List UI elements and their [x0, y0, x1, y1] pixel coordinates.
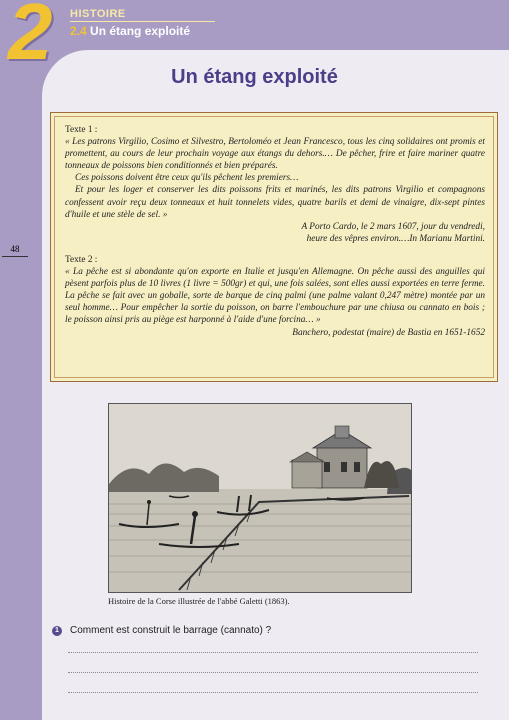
figure-caption: Histoire de la Corse illustrée de l'abbé Galetti (1863).	[108, 596, 290, 606]
page-title: Un étang exploité	[171, 66, 338, 88]
page-number-divider	[2, 256, 28, 257]
section-number: 2.4	[70, 24, 87, 38]
text-1-signature: A Porto Cardo, le 2 mars 1607, jour du vendredi,	[301, 221, 485, 232]
answer-line[interactable]	[68, 692, 478, 693]
text-2-paragraph: « La pêche est si abondante qu'on exporte en Italie et jusqu'en Allemagne. On pêche aussi des anguilles qui pèsent parfois plus de 10 livres (1 livre = 500gr) et qui, une fois salées, sont elles aussi exportées en terre ferme. La pêche se fait avec un goballe, sorte de barque de cinq palmi (une palme valant 0,247 mètre) montée par un seul homme… Pour empêcher la sortie du poisson, on barre l'embouchure par une chiusa ou cannato en bois ; le poisson ainsi pris au piège est harponné à l'aide d'une forcina… »	[65, 267, 485, 326]
text-1-label: Texte 1 :	[65, 125, 98, 135]
source-text-box	[50, 112, 498, 382]
answer-line[interactable]	[68, 652, 478, 653]
header-rubric: HISTOIRE	[70, 8, 126, 20]
text-1-paragraph: « Les patrons Virgilio, Cosimo et Silvestro, Bertoloméo et Jean Francesco, tous les cinq solidaires ont promis et promettent, au cours de leur prochain voyage aux étangs du dehors.… De pêcher, frire et faire mariner quatre tonneaux de poissons bien conditionnés et bien préparés.	[65, 137, 485, 172]
question-number-badge: 1	[52, 626, 62, 636]
text-2-label: Texte 2 :	[65, 254, 98, 265]
header-divider	[70, 21, 215, 22]
text-1-signature: heure des vêpres environ.…In Marianu Martini.	[306, 233, 485, 244]
chapter-number: 2	[8, 0, 53, 76]
section-title: Un étang exploité	[90, 24, 191, 38]
answer-line[interactable]	[68, 672, 478, 673]
text-2-signature: Banchero, podestat (maire) de Bastia en 1651-1652	[292, 327, 485, 338]
page-number: 48	[10, 244, 20, 254]
text-1-paragraph: Ces poissons doivent être ceux qu'ils pêchent les premiers…	[75, 173, 299, 184]
question-1	[52, 625, 271, 636]
lagoon-engraving	[109, 404, 411, 592]
engraving-illustration	[108, 403, 412, 593]
text-1-paragraph: Et pour les loger et conserver les dits poissons frits et marinés, les dits patrons Virgilio et compagnons confessent avoir reçu deux tonneaux et huit tonnelets vides, quatre barils et demi de vinaigre, dix-sept pintes d'huile et une stèle de sel. »	[65, 185, 485, 220]
question-text: Comment est construit le barrage (cannato) ?	[70, 625, 272, 636]
header-section	[70, 24, 190, 38]
